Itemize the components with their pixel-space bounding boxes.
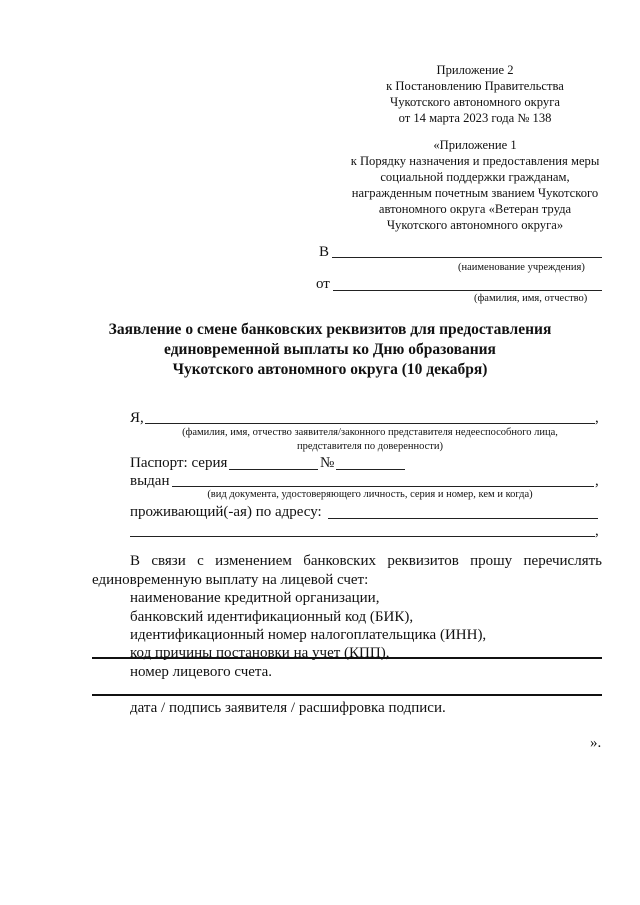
address-comma: ,: [595, 523, 599, 539]
annex-1-line: Чукотского автономного округа»: [386, 218, 564, 232]
annex-1-header: [330, 137, 620, 233]
paragraph-line-1: [130, 551, 602, 571]
address-label: проживающий(-ая) по адресу:: [130, 504, 322, 520]
hint-line: представителя по доверенности): [297, 441, 443, 452]
ya-comma: ,: [595, 410, 599, 426]
annex-1-line: автономного округа «Ветеран труда: [378, 202, 572, 216]
ya-label: Я,: [130, 410, 144, 426]
paragraph-line-2: единовременную выплату на лицевой счет:: [92, 572, 369, 588]
from-name-hint: (фамилия, имя, отчество): [474, 293, 588, 304]
issued-field[interactable]: [172, 486, 594, 487]
applicant-name-field[interactable]: [145, 423, 595, 424]
signature-caption: дата / подпись заявителя / расшифровка подписи.: [130, 700, 446, 716]
list-item: банковский идентификационный код (БИК),: [130, 609, 414, 625]
word: перечислять: [523, 553, 602, 569]
annex-2-header: [345, 62, 605, 126]
word: В: [130, 553, 141, 569]
word: с: [197, 553, 204, 569]
document-title: [60, 320, 600, 380]
closing-quote: ».: [590, 735, 602, 751]
title-line: Заявление о смене банковских реквизитов для предоставления: [108, 321, 552, 338]
passport-number-field[interactable]: [336, 469, 405, 470]
word: банковских: [303, 553, 376, 569]
to-label: В: [319, 244, 330, 260]
title-line: единовременной выплаты ко Дню образования: [164, 341, 496, 358]
list-item: код причины постановки на учет (КПП),: [130, 645, 390, 661]
from-label: от: [316, 276, 330, 292]
annex-2-line: Чукотского автономного округа: [390, 95, 560, 109]
title-line: Чукотского автономного округа (10 декабря): [172, 361, 488, 378]
issued-label: выдан: [130, 473, 170, 489]
issued-comma: ,: [595, 473, 599, 489]
address-field-2[interactable]: [130, 536, 595, 537]
annex-2-line: от 14 марта 2023 года № 138: [398, 111, 552, 125]
list-item: идентификационный номер налогоплательщика (ИНН),: [130, 627, 487, 643]
from-name-field[interactable]: [333, 290, 602, 291]
bank-details-field[interactable]: [92, 657, 602, 659]
annex-2-line: к Постановлению Правительства: [386, 79, 564, 93]
list-item: номер лицевого счета.: [130, 664, 273, 680]
institution-hint: (наименование учреждения): [458, 262, 585, 273]
annex-1-line: «Приложение 1: [433, 138, 517, 152]
address-field-1[interactable]: [328, 518, 598, 519]
annex-1-line: к Порядку назначения и предоставления меры: [350, 154, 600, 168]
passport-number-label: №: [320, 455, 335, 471]
annex-2-line: Приложение 2: [436, 63, 514, 77]
signature-field[interactable]: [92, 694, 602, 696]
annex-1-line: награжденным почетным званием Чукотского: [351, 186, 599, 200]
hint-line: (фамилия, имя, отчество заявителя/законного представителя недееспособного лица,: [182, 427, 558, 438]
word: реквизитов: [387, 553, 459, 569]
annex-1-line: социальной поддержки гражданам,: [380, 170, 570, 184]
list-item: наименование кредитной организации,: [130, 590, 380, 606]
word: изменением: [215, 553, 292, 569]
passport-series-field[interactable]: [229, 469, 318, 470]
issued-hint: (вид документа, удостоверяющего личность, серия и номер, кем и когда): [207, 489, 533, 500]
word: прошу: [470, 553, 513, 569]
institution-field[interactable]: [332, 257, 602, 258]
applicant-name-hint: [140, 426, 600, 454]
passport-series-label: Паспорт: серия: [130, 455, 228, 471]
word: связи: [151, 553, 186, 569]
